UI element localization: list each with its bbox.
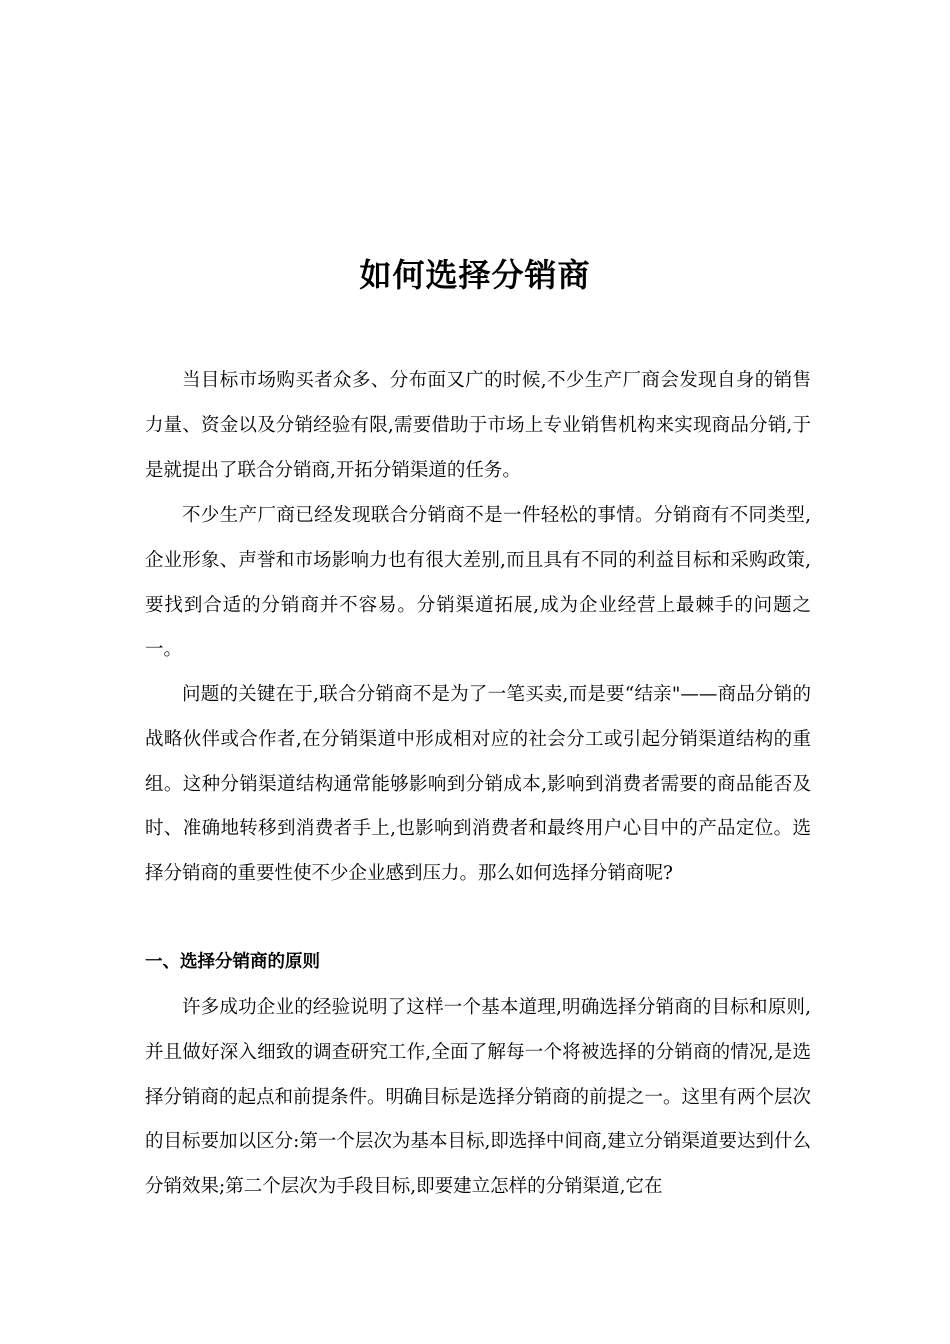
document-title: 如何选择分销商 (359, 256, 591, 294)
section-paragraph-1: 许多成功企业的经验说明了这样一个基本道理,明确选择分销商的目标和原则,并且做好深入细致的调查研究工作,全面了解每一个将被选择的分销商的情况,是选择分销商的起点和前提条件。明确目标是选择分销商的前提之一。这里有两个层次的目标要加以区分:第一个层次为基本目标,即选择中间商,建立分销渠道要达到什么分销效果;第二个层次为手段目标,即要建立怎样的分销渠道,它在 (145, 997, 812, 1198)
intro-paragraph-2: 不少生产厂商已经发现联合分销商不是一件轻松的事情。分销商有不同类型,企业形象、声誉和市场影响力也有很大差别,而且具有不同的利益目标和采购政策,要找到合适的分销商并不容易。分销渠道拓展,成为企业经营上最棘手的问题之一。 (145, 505, 811, 661)
intro-paragraph-1: 当目标市场购买者众多、分布面又广的时候,不少生产厂商会发现自身的销售力量、资金以及分销经验有限,需要借助于市场上专业销售机构来实现商品分销,于是就提出了联合分销商,开拓分销渠道的任务。 (145, 370, 811, 481)
intro-paragraph-3: 问题的关键在于,联合分销商不是为了一笔买卖,而是要“结亲"——商品分销的战略伙伴或合作者,在分销渠道中形成相对应的社会分工或引起分销渠道结构的重组。这种分销渠道结构通常能够影响到分销成本,影响到消费者需要的商品能否及时、准确地转移到消费者手上,也影响到消费者和最终用户心目中的产品定位。选择分销商的重要性使不少企业感到压力。那么如何选择分销商呢? (145, 684, 811, 885)
section-heading-principles: 一、选择分销商的原则 (145, 952, 320, 972)
